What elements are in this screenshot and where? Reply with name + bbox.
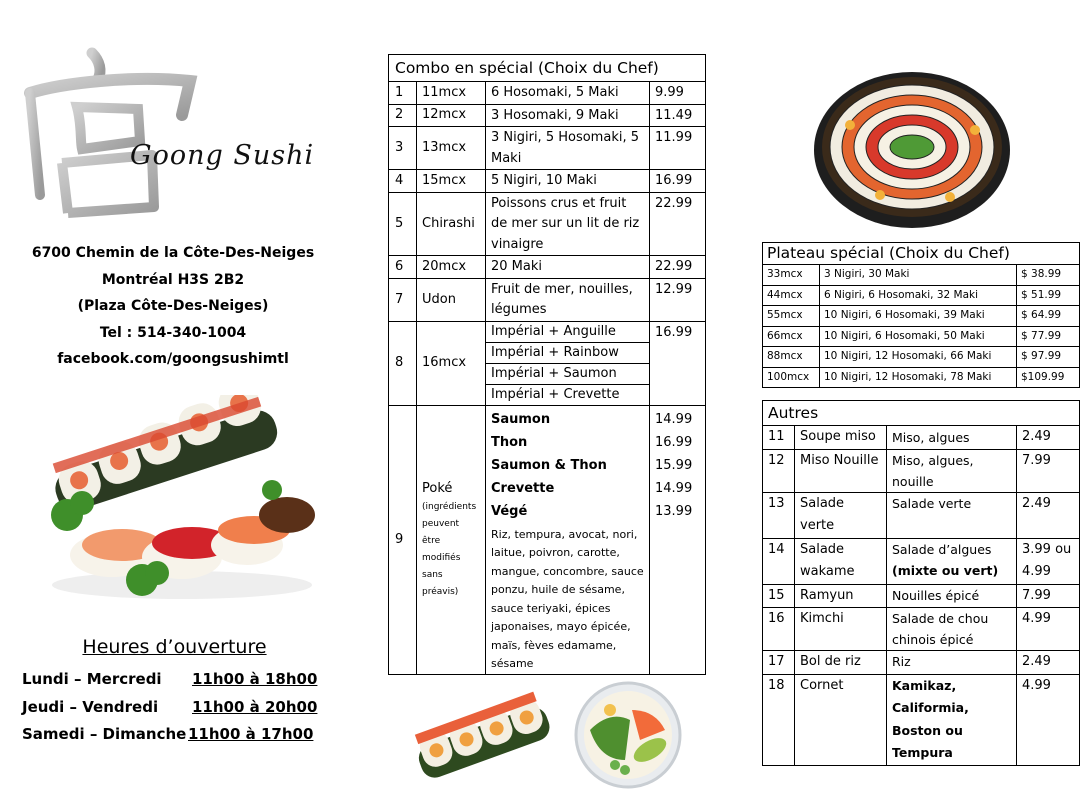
table-row	[389, 192, 706, 256]
table-cell: 22.99	[650, 192, 706, 256]
table-cell: Miso Nouille	[795, 449, 887, 492]
table-cell: 15mcx	[417, 170, 486, 193]
logo-calligraphy	[22, 45, 202, 220]
table-cell: 14	[763, 538, 795, 584]
hours-title: Heures d’ouverture	[82, 636, 267, 658]
address-block	[18, 240, 328, 373]
poke-price: 16.99	[655, 434, 693, 450]
table-cell: 10 Nigiri, 6 Hosomaki, 50 Maki	[820, 326, 1017, 347]
table-cell: 16mcx	[417, 321, 486, 405]
table-cell: Chirashi	[417, 192, 486, 256]
table-cell: Bol de riz	[795, 651, 887, 675]
poke-item: Saumon & Thon	[491, 457, 607, 473]
sushi-platter-image	[810, 55, 1015, 235]
table-row	[763, 674, 1080, 765]
table-cell: 3	[389, 127, 417, 170]
poke-price: 14.99	[655, 411, 693, 427]
table-cell: Riz	[887, 651, 1017, 675]
table-row	[763, 538, 1080, 584]
maki-roll-image	[410, 686, 555, 791]
table-cell: 11mcx	[417, 82, 486, 105]
table-cell: 13mcx	[417, 127, 486, 170]
poke-price: 13.99	[655, 503, 693, 519]
poke-price: 14.99	[655, 480, 693, 496]
hours-time: 11h00 à 17h00	[188, 725, 314, 743]
phone-number: Tel : 514-340-1004	[99, 324, 247, 341]
table-cell: Salade verte	[795, 492, 887, 538]
item-desc-note: (mixte ou vert)	[892, 562, 999, 578]
table-cell: 2.49	[1017, 492, 1080, 538]
table-cell: 66mcx	[763, 326, 820, 347]
combo-subitem: Impérial + Saumon	[486, 364, 649, 385]
table-cell: Nouilles épicé	[887, 584, 1017, 608]
table-row	[763, 584, 1080, 608]
brand-name: Goong Sushi	[130, 140, 315, 171]
table-row	[389, 127, 706, 170]
table-cell: $ 51.99	[1017, 285, 1080, 306]
table-cell: 6 Nigiri, 6 Hosomaki, 32 Maki	[820, 285, 1017, 306]
table-cell: 22.99	[650, 256, 706, 279]
plateau-title: Plateau spécial (Choix du Chef)	[763, 243, 1080, 265]
hours-days: Lundi – Mercredi	[22, 670, 162, 688]
table-cell: $109.99	[1017, 367, 1080, 388]
table-cell: 3 Hosomaki, 9 Maki	[486, 104, 650, 127]
table-cell: Salade de chou chinois épicé	[887, 608, 1017, 651]
poke-item: Végé	[491, 503, 528, 519]
table-cell: Miso, algues, nouille	[887, 449, 1017, 492]
address-city: Montréal H3S 2B2	[101, 271, 245, 288]
table-cell: Soupe miso	[795, 426, 887, 450]
poke-note: (ingrédients peuvent être modifiés sans préavis)	[422, 501, 477, 597]
table-cell: 8	[389, 321, 417, 405]
table-row	[389, 405, 706, 674]
table-cell: 6	[389, 256, 417, 279]
table-cell: Fruit de mer, nouilles, légumes	[486, 278, 650, 321]
combo-subitem: Impérial + Crevette	[491, 386, 620, 402]
table-row	[389, 170, 706, 193]
table-row	[763, 492, 1080, 538]
table-cell: Kimchi	[795, 608, 887, 651]
table-cell: 2	[389, 104, 417, 127]
table-cell: 7	[389, 278, 417, 321]
table-cell: 16.99	[650, 170, 706, 193]
hours-row	[22, 698, 317, 716]
table-cell: Cornet	[795, 674, 887, 765]
hours-time: 11h00 à 20h00	[192, 698, 318, 716]
table-row	[763, 449, 1080, 492]
table-cell: 12mcx	[417, 104, 486, 127]
table-row	[763, 367, 1080, 388]
table-cell: $ 64.99	[1017, 306, 1080, 327]
table-cell: 13	[763, 492, 795, 538]
table-cell: Kamikaz, Califormia, Boston ou Tempura	[887, 674, 1017, 765]
table-cell: 2.49	[1017, 426, 1080, 450]
table-cell: Miso, algues	[887, 426, 1017, 450]
table-cell: 3 Nigiri, 30 Maki	[820, 265, 1017, 286]
table-row	[763, 265, 1080, 286]
poke-price: 15.99	[655, 457, 693, 473]
table-cell: 20mcx	[417, 256, 486, 279]
table-cell: 7.99	[1017, 584, 1080, 608]
table-row	[763, 347, 1080, 368]
table-cell: $ 38.99	[1017, 265, 1080, 286]
poke-item: Thon	[491, 434, 528, 450]
table-cell: 11	[763, 426, 795, 450]
combo-table	[388, 54, 706, 675]
nigiri-pieces	[70, 497, 315, 579]
table-cell: $ 97.99	[1017, 347, 1080, 368]
table-cell: 10 Nigiri, 6 Hosomaki, 39 Maki	[820, 306, 1017, 327]
poke-item: Saumon	[491, 411, 551, 427]
table-cell: 12.99	[650, 278, 706, 321]
facebook-link[interactable]: facebook.com/goongsushimtl	[57, 351, 289, 367]
table-cell: 15	[763, 584, 795, 608]
table-cell: 4.99	[1017, 674, 1080, 765]
table-cell: 4.99	[1017, 608, 1080, 651]
table-cell: 3 Nigiri, 5 Hosomaki, 5 Maki	[486, 127, 650, 170]
table-cell: 7.99	[1017, 449, 1080, 492]
table-cell: 100mcx	[763, 367, 820, 388]
autres-table	[762, 400, 1080, 766]
table-cell: 33mcx	[763, 265, 820, 286]
table-row	[389, 278, 706, 321]
table-cell: 88mcx	[763, 347, 820, 368]
table-cell: 1	[389, 82, 417, 105]
table-row	[763, 285, 1080, 306]
hours-time: 11h00 à 18h00	[192, 670, 318, 688]
table-cell: 16.99	[650, 321, 706, 405]
address-plaza: (Plaza Côte-Des-Neiges)	[77, 298, 269, 314]
table-cell: Udon	[417, 278, 486, 321]
poke-label: Poké	[422, 480, 453, 496]
table-cell: 11.49	[650, 104, 706, 127]
table-cell: 17	[763, 651, 795, 675]
table-cell: 3.99 ou 4.99	[1017, 538, 1080, 584]
table-cell: Salade verte	[887, 492, 1017, 538]
item-desc: Salade d’algues	[892, 541, 992, 557]
hours-row	[22, 670, 317, 688]
table-cell: Ramyun	[795, 584, 887, 608]
table-cell: 4	[389, 170, 417, 193]
table-cell: 20 Maki	[486, 256, 650, 279]
plateau-table	[762, 242, 1080, 388]
table-cell: 16	[763, 608, 795, 651]
table-row	[763, 326, 1080, 347]
table-cell: $ 77.99	[1017, 326, 1080, 347]
hours-row	[22, 725, 313, 743]
table-cell: 9.99	[650, 82, 706, 105]
table-cell: 18	[763, 674, 795, 765]
address-line: 6700 Chemin de la Côte-Des-Neiges	[31, 245, 315, 261]
table-cell: 10 Nigiri, 12 Hosomaki, 78 Maki	[820, 367, 1017, 388]
table-cell: 9	[389, 405, 417, 674]
poke-item: Crevette	[491, 480, 555, 496]
table-cell: 5 Nigiri, 10 Maki	[486, 170, 650, 193]
table-row	[763, 306, 1080, 327]
sushi-assortment-image	[42, 395, 322, 605]
table-cell: 55mcx	[763, 306, 820, 327]
combo-subitem: Impérial + Rainbow	[486, 343, 649, 364]
table-cell: Salade wakame	[795, 538, 887, 584]
table-row	[763, 608, 1080, 651]
poke-bowl-image	[570, 680, 687, 790]
hours-days: Jeudi – Vendredi	[22, 698, 159, 716]
table-row	[763, 651, 1080, 675]
combo-title: Combo en spécial (Choix du Chef)	[389, 55, 706, 82]
table-cell: 2.49	[1017, 651, 1080, 675]
table-cell: 12	[763, 449, 795, 492]
table-cell: 10 Nigiri, 12 Hosomaki, 66 Maki	[820, 347, 1017, 368]
combo-subitem: Impérial + Anguille	[486, 322, 649, 343]
table-row	[389, 321, 706, 405]
table-row	[389, 82, 706, 105]
table-row	[389, 104, 706, 127]
hours-days: Samedi – Dimanche	[22, 725, 187, 743]
autres-title: Autres	[763, 401, 1080, 426]
table-cell: 44mcx	[763, 285, 820, 306]
table-cell: Poissons crus et fruit de mer sur un lit de riz vinaigre	[486, 192, 650, 256]
poke-description: Riz, tempura, avocat, nori, laitue, poivron, carotte, mangue, concombre, sauce ponzu, huile de sésame, sauce teriyaki, épices japonaises, mayo épicée, maïs, fèves edamame, sésame	[491, 527, 644, 670]
table-cell: 5	[389, 192, 417, 256]
table-row	[389, 256, 706, 279]
table-cell: 11.99	[650, 127, 706, 170]
table-cell: 6 Hosomaki, 5 Maki	[486, 82, 650, 105]
table-row	[763, 426, 1080, 450]
